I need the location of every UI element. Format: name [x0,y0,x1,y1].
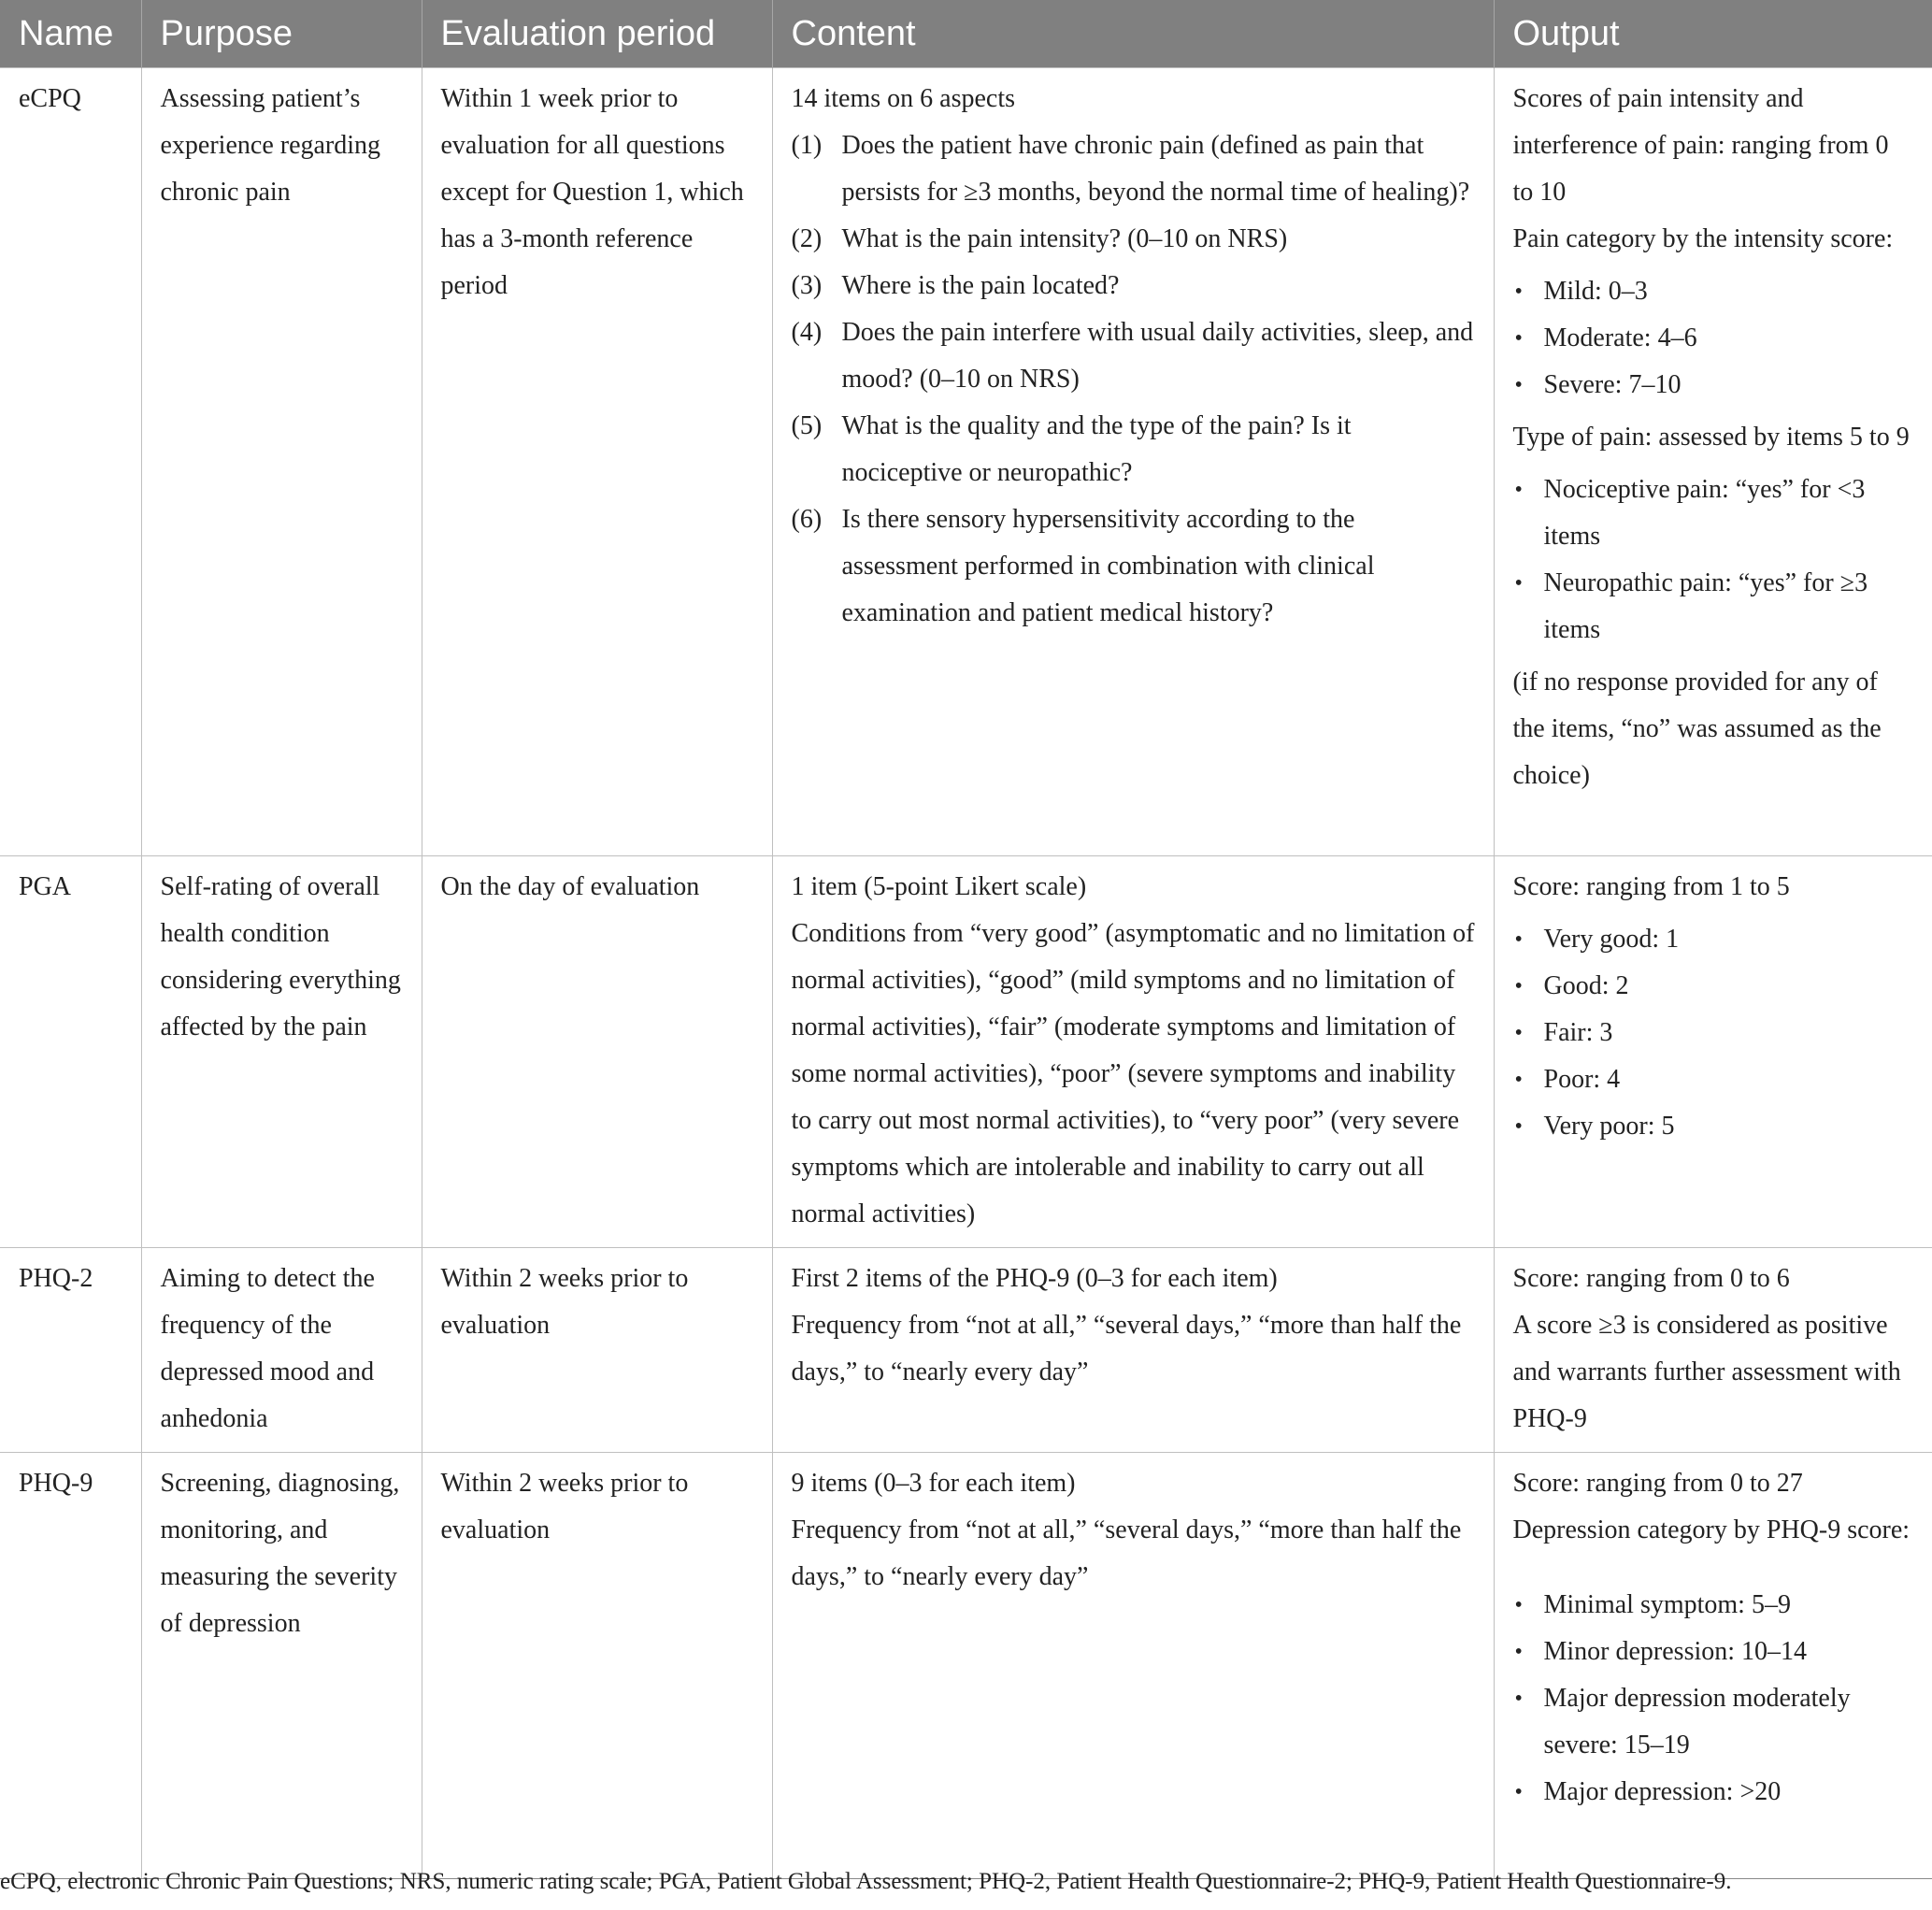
cell-output [1494,68,1932,856]
content-line: 9 items (0–3 for each item) [791,1469,1076,1498]
list-item [792,122,1477,216]
item-number: (1) [791,131,823,160]
cell-output [1494,856,1932,1248]
table-row-ecpq [0,68,1932,856]
cell-name: PHQ-2 [0,1248,141,1453]
header-purpose: Purpose [141,0,422,68]
output-line: Score: ranging from 0 to 27 [1512,1469,1803,1498]
cell-content [772,68,1494,856]
list-item: • Mild: 0–3 [1513,268,1916,315]
header-name: Name [0,0,141,68]
output-bullet-list [1513,467,1916,653]
cell-purpose: Aiming to detect the frequency of the depressed mood and anhedonia [141,1248,422,1453]
list-item: • Nociceptive pain: “yes” for <3 items [1513,467,1916,560]
item-number: (2) [791,224,823,253]
cell-name: PGA [0,856,141,1248]
item-text: Does the patient have chronic pain (defined as pain that persists for ≥3 months, beyond the normal time of healing)? [841,131,1470,207]
content-numbered-list [792,122,1477,637]
item-number: (6) [791,505,823,534]
list-item: • Very good: 1 [1513,916,1916,963]
list-item: • Moderate: 4–6 [1513,315,1916,362]
content-line: Frequency from “not at all,” “several days,” “more than half the days,” to “nearly every day” [791,1311,1462,1386]
list-item [792,403,1477,496]
item-number: (4) [791,318,823,347]
output-bullet-list [1513,1582,1916,1816]
list-item [792,309,1477,403]
output-line: Depression category by PHQ-9 score: [1512,1515,1911,1544]
item-text: Does the pain interfere with usual daily activities, sleep, and mood? (0–10 on NRS) [841,318,1474,394]
header-content: Content [772,0,1494,68]
output-type-label: Type of pain: assessed by items 5 to 9 [1512,423,1910,452]
cell-output [1494,1453,1932,1879]
output-category-label: Pain category by the intensity score: [1512,224,1894,253]
content-intro: 14 items on 6 aspects [791,84,1016,113]
cell-period: Within 2 weeks prior to evaluation [422,1453,772,1879]
cell-content [772,856,1494,1248]
cell-purpose: Assessing patient’s experience regarding chronic pain [141,68,422,856]
output-intro: Score: ranging from 1 to 5 [1512,872,1790,901]
list-item: • Severe: 7–10 [1513,362,1916,409]
spacer [1513,1554,1916,1576]
content-line: 1 item (5-point Likert scale) [791,872,1087,901]
table-row-pga [0,856,1932,1248]
cell-content [772,1453,1494,1879]
output-line: Score: ranging from 0 to 6 [1512,1264,1790,1293]
header-output: Output [1494,0,1932,68]
content-line: Conditions from “very good” (asymptomatic and no limitation of normal activities), “good” (mild symptoms and no limitation of normal activities), “fair” (moderate symptoms and limitation of some normal activities), “poor” (severe symptoms and inability to carry out most normal activities), to “very poor” (very severe symptoms which are intolerable and inability to carry out all normal activities) [791,919,1475,1228]
output-note: (if no response provided for any of the items, “no” was assumed as the choice) [1512,668,1882,790]
output-intro: Scores of pain intensity and interference of pain: ranging from 0 to 10 [1512,84,1889,207]
cell-content [772,1248,1494,1453]
list-item: • Major depression moderately severe: 15–19 [1513,1675,1916,1769]
list-item [792,263,1477,309]
item-text: What is the quality and the type of the pain? Is it nociceptive or neuropathic? [841,411,1352,487]
header-row [0,0,1932,68]
list-item: • Very poor: 5 [1513,1103,1916,1150]
content-line: Frequency from “not at all,” “several days,” “more than half the days,” to “nearly every day” [791,1515,1462,1591]
table-footnote: eCPQ, electronic Chronic Pain Questions; NRS, numeric rating scale; PGA, Patient Global Assessment; PHQ-2, Patient Health Questionnaire-2; PHQ-9, Patient Health Questionnaire-9. [0,1869,1732,1894]
list-item: • Good: 2 [1513,963,1916,1010]
list-item [792,216,1477,263]
output-bullet-list [1513,268,1916,409]
list-item: • Minimal symptom: 5–9 [1513,1582,1916,1629]
cell-period: Within 1 week prior to evaluation for all questions except for Question 1, which has a 3-month reference period [422,68,772,856]
cell-purpose: Screening, diagnosing, monitoring, and measuring the severity of depression [141,1453,422,1879]
content-line: First 2 items of the PHQ-9 (0–3 for each item) [791,1264,1278,1293]
cell-period: Within 2 weeks prior to evaluation [422,1248,772,1453]
item-number: (3) [791,271,823,300]
cell-output [1494,1248,1932,1453]
list-item [792,496,1477,637]
table-row-phq9 [0,1453,1932,1879]
header-evaluation-period: Evaluation period [422,0,772,68]
list-item: • Minor depression: 10–14 [1513,1629,1916,1675]
item-text: Is there sensory hypersensitivity according to the assessment performed in combination with clinical examination and patient medical history? [841,505,1375,627]
table-row-phq2 [0,1248,1932,1453]
cell-name: PHQ-9 [0,1453,141,1879]
list-item: • Neuropathic pain: “yes” for ≥3 items [1513,560,1916,653]
cell-name: eCPQ [0,68,141,856]
item-number: (5) [791,411,823,440]
list-item: • Major depression: >20 [1513,1769,1916,1816]
output-line: A score ≥3 is considered as positive and warrants further assessment with PHQ-9 [1512,1311,1901,1433]
cell-purpose: Self-rating of overall health condition considering everything affected by the pain [141,856,422,1248]
list-item: • Poor: 4 [1513,1056,1916,1103]
item-text: Where is the pain located? [841,271,1120,300]
output-bullet-list [1513,916,1916,1150]
cell-period: On the day of evaluation [422,856,772,1248]
item-text: What is the pain intensity? (0–10 on NRS) [841,224,1288,253]
list-item: • Fair: 3 [1513,1010,1916,1056]
